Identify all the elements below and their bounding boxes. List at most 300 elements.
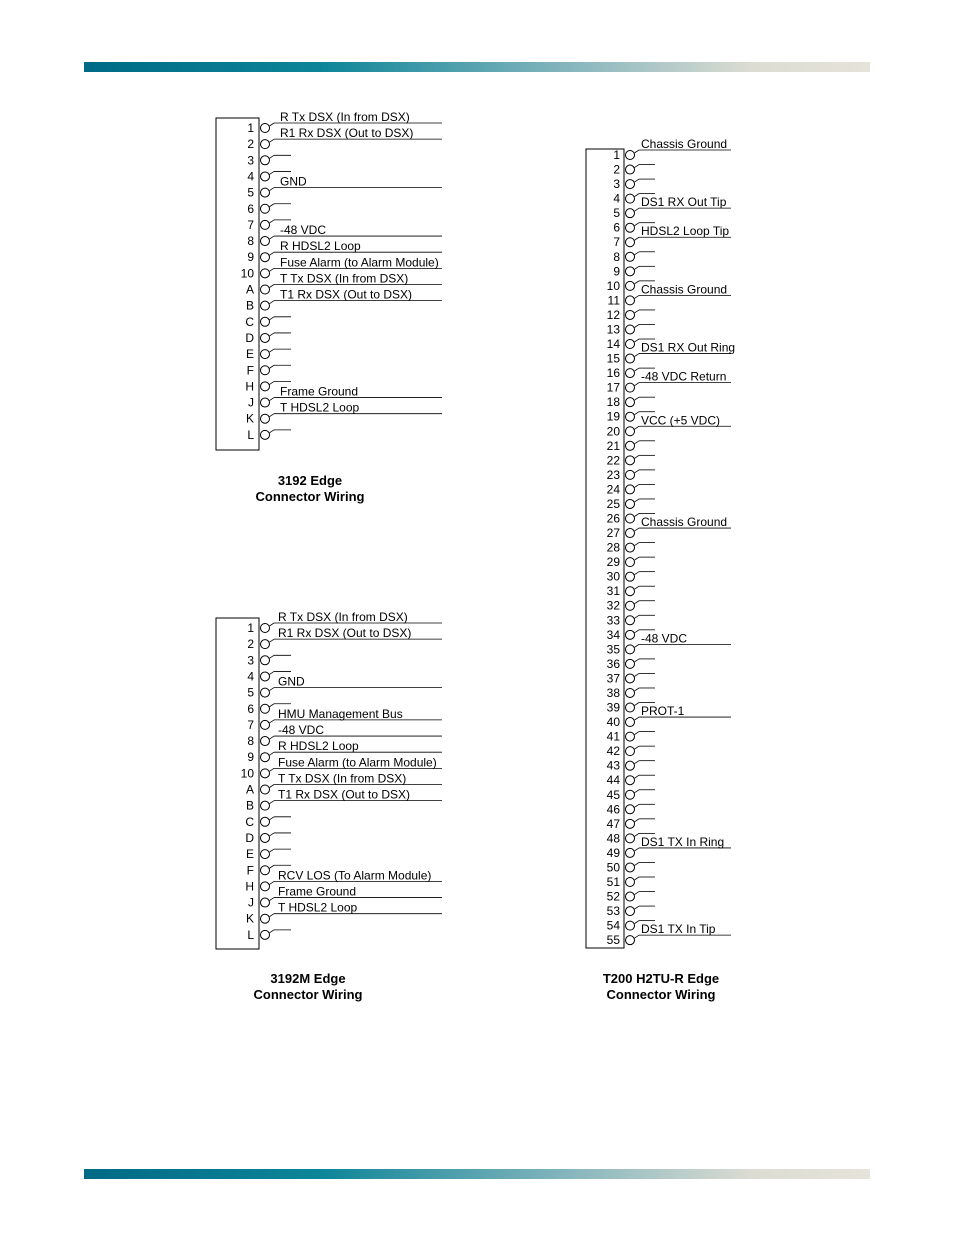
pin-contact-icon <box>261 140 270 149</box>
pin-number: 35 <box>606 642 620 657</box>
pin-number: 49 <box>606 845 620 860</box>
signal-label: RCV LOS (To Alarm Module) <box>278 868 432 883</box>
pin-contact-icon <box>626 630 635 639</box>
pin-row <box>607 875 655 889</box>
pin-lead <box>270 414 275 417</box>
pin-contact-icon <box>261 382 270 391</box>
pin-row <box>247 707 442 732</box>
pin-contact-icon <box>261 898 270 907</box>
signal-label: T1 Rx DSX (Out to DSX) <box>278 787 411 802</box>
pin-row <box>247 653 291 667</box>
pin-lead <box>635 862 640 865</box>
signal-label: R HDSL2 Loop <box>278 739 359 754</box>
pin-number: 39 <box>606 700 620 715</box>
pin-lead <box>270 252 275 255</box>
pin-contact-icon <box>261 124 270 133</box>
pin-number: J <box>248 395 254 410</box>
pin-lead <box>635 281 640 284</box>
signal-label: R HDSL2 Loop <box>280 239 361 254</box>
pin-lead <box>635 804 640 807</box>
pin-lead <box>270 236 275 239</box>
pin-lead <box>635 892 640 895</box>
pin-contact-icon <box>626 616 635 625</box>
signal-label: HMU Management Bus <box>278 706 403 721</box>
pin-number: 3 <box>247 653 254 668</box>
pin-contact-icon <box>261 785 270 794</box>
pin-lead <box>635 397 640 400</box>
pin-lead <box>635 819 640 822</box>
pin-lead <box>270 123 275 126</box>
pin-lead <box>635 833 640 836</box>
pin-contact-icon <box>261 414 270 423</box>
pin-contact-icon <box>626 310 635 319</box>
pin-contact-icon <box>261 704 270 713</box>
pin-contact-icon <box>261 753 270 762</box>
pin-contact-icon <box>626 441 635 450</box>
pin-number: 25 <box>606 496 620 511</box>
pin-contact-icon <box>626 325 635 334</box>
pin-lead <box>270 188 275 191</box>
pin-row <box>607 904 655 918</box>
pin-number: 3 <box>613 177 620 192</box>
pin-contact-icon <box>626 878 635 887</box>
connector-caption-line-1: T200 H2TU-R Edge <box>602 971 720 986</box>
pin-number: 14 <box>606 337 620 352</box>
pin-contact-icon <box>626 296 635 305</box>
pin-row <box>247 928 291 942</box>
pin-contact-icon <box>626 427 635 436</box>
pin-lead <box>635 921 640 924</box>
pin-row <box>247 153 291 167</box>
pin-number: 29 <box>606 555 620 570</box>
pin-contact-icon <box>261 220 270 229</box>
pin-contact-icon <box>626 252 635 261</box>
pin-lead <box>635 455 640 458</box>
pin-lead <box>270 930 275 933</box>
pin-contact-icon <box>261 914 270 923</box>
pin-contact-icon <box>626 645 635 654</box>
pin-contact-icon <box>626 892 635 901</box>
pin-lead <box>635 150 640 153</box>
pin-lead <box>635 935 640 938</box>
signal-label: Chassis Ground <box>641 137 728 151</box>
pin-lead <box>270 881 275 884</box>
signal-label: DS1 RX Out Ring <box>641 340 736 355</box>
signal-label: T Tx DSX (In from DSX) <box>280 271 409 286</box>
connector-caption-line-1: 3192M Edge <box>270 971 346 986</box>
pin-lead <box>270 849 275 852</box>
pin-lead <box>270 768 275 771</box>
pin-lead <box>635 368 640 371</box>
pin-lead <box>635 441 640 444</box>
pin-lead <box>270 898 275 901</box>
pin-lead <box>270 655 275 658</box>
pin-lead <box>270 365 275 368</box>
pin-contact-icon <box>626 834 635 843</box>
pin-row <box>247 363 291 377</box>
connector-caption-line-2: Connector Wiring <box>606 987 716 1002</box>
pin-number: 28 <box>606 540 620 555</box>
pin-number: 7 <box>613 235 620 250</box>
pin-contact-icon <box>261 172 270 181</box>
signal-label: Frame Ground <box>278 884 357 899</box>
pin-contact-icon <box>261 882 270 891</box>
pin-number: 42 <box>606 744 620 759</box>
pin-lead <box>635 877 640 880</box>
pin-lead <box>635 630 640 633</box>
signal-label: GND <box>278 674 305 689</box>
pin-contact-icon <box>261 866 270 875</box>
pin-number: 5 <box>247 185 254 200</box>
pin-row <box>246 347 291 361</box>
pin-lead <box>635 237 640 240</box>
pin-number: 32 <box>606 598 620 613</box>
pin-lead <box>635 484 640 487</box>
pin-lead <box>635 194 640 197</box>
pin-lead <box>635 165 640 168</box>
pin-row <box>607 482 655 496</box>
pin-contact-icon <box>626 703 635 712</box>
pin-contact-icon <box>626 819 635 828</box>
pin-row <box>607 613 655 627</box>
signal-label: T HDSL2 Loop <box>280 400 360 415</box>
pin-contact-icon <box>626 558 635 567</box>
pin-number: H <box>245 379 254 394</box>
pin-contact-icon <box>261 188 270 197</box>
pin-number: 46 <box>606 802 620 817</box>
pin-lead <box>635 543 640 546</box>
pin-row <box>245 815 291 829</box>
pin-row <box>607 890 655 904</box>
pin-number: K <box>245 911 254 926</box>
pin-lead <box>270 720 275 723</box>
pin-lead <box>635 775 640 778</box>
pin-contact-icon <box>261 656 270 665</box>
signal-label: R1 Rx DSX (Out to DSX) <box>278 626 412 641</box>
pin-contact-icon <box>261 817 270 826</box>
pin-row <box>246 847 291 861</box>
pin-number: 4 <box>247 669 254 684</box>
pin-lead <box>635 906 640 909</box>
pin-contact-icon <box>626 267 635 276</box>
pin-lead <box>635 179 640 182</box>
pin-lead <box>635 266 640 269</box>
pin-lead <box>270 688 275 691</box>
pin-number: 6 <box>247 701 254 716</box>
pin-row <box>607 570 655 584</box>
signal-label: PROT-1 <box>641 704 685 719</box>
pin-row <box>607 671 655 685</box>
pin-contact-icon <box>261 430 270 439</box>
pin-contact-icon <box>261 624 270 633</box>
pin-row <box>607 395 655 409</box>
pin-number: C <box>245 814 254 829</box>
pin-number: D <box>245 330 254 345</box>
pin-lead <box>635 208 640 211</box>
pin-row <box>246 288 442 313</box>
pin-number: A <box>245 282 254 297</box>
pin-number: 2 <box>247 137 254 152</box>
signal-label: -48 VDC Return <box>641 369 727 384</box>
pin-contact-icon <box>626 499 635 508</box>
signal-label: Frame Ground <box>280 384 359 399</box>
pin-lead <box>635 514 640 517</box>
pin-lead <box>270 268 275 271</box>
pin-row <box>607 555 655 569</box>
pin-row <box>607 686 655 700</box>
pin-row <box>607 744 655 758</box>
pin-contact-icon <box>261 366 270 375</box>
pin-lead <box>270 623 275 626</box>
pin-number: 8 <box>613 249 620 264</box>
signal-label: DS1 RX Out Tip <box>641 195 727 210</box>
pin-lead <box>270 671 275 674</box>
pin-lead <box>635 354 640 357</box>
pin-lead <box>635 557 640 560</box>
pin-number: 9 <box>247 750 254 765</box>
pin-number: F <box>246 363 254 378</box>
pin-row <box>613 264 655 278</box>
pin-number: 44 <box>606 773 620 788</box>
pin-number: F <box>246 863 254 878</box>
pin-number: 40 <box>606 715 620 730</box>
pin-lead <box>635 848 640 851</box>
c3192m-connector <box>216 610 442 1002</box>
pin-contact-icon <box>261 930 270 939</box>
pin-number: 5 <box>613 206 620 221</box>
pin-lead <box>270 301 275 304</box>
pin-row <box>607 657 655 671</box>
pin-row <box>607 468 655 482</box>
pin-lead <box>270 785 275 788</box>
pin-contact-icon <box>261 301 270 310</box>
pin-number: 4 <box>613 191 620 206</box>
pin-lead <box>635 470 640 473</box>
pin-number: 7 <box>247 717 254 732</box>
pin-row <box>613 137 731 162</box>
pin-row <box>607 759 655 773</box>
signal-label: T Tx DSX (In from DSX) <box>278 771 407 786</box>
pin-lead <box>635 252 640 255</box>
pin-contact-icon <box>261 285 270 294</box>
pin-lead <box>635 790 640 793</box>
pin-contact-icon <box>261 833 270 842</box>
pin-number: 11 <box>607 293 620 308</box>
pin-number: 36 <box>606 656 620 671</box>
pin-lead <box>270 333 275 336</box>
pin-row <box>245 831 291 845</box>
pin-contact-icon <box>261 672 270 681</box>
pin-number: E <box>245 847 254 862</box>
pin-contact-icon <box>626 587 635 596</box>
pin-number: 17 <box>606 380 620 395</box>
pin-number: A <box>245 782 254 797</box>
pin-number: 43 <box>606 758 620 773</box>
signal-label: -48 VDC <box>280 223 327 238</box>
signal-label: R Tx DSX (In from DSX) <box>278 610 408 624</box>
pin-number: L <box>247 427 254 442</box>
connector-caption-line-2: Connector Wiring <box>253 987 363 1002</box>
signal-label: Fuse Alarm (to Alarm Module) <box>278 755 437 770</box>
pin-contact-icon <box>261 237 270 246</box>
pin-lead <box>635 703 640 706</box>
signal-label: DS1 TX In Tip <box>641 922 716 937</box>
signal-label: R1 Rx DSX (Out to DSX) <box>280 126 414 141</box>
pin-contact-icon <box>261 350 270 359</box>
pin-row <box>607 730 655 744</box>
pin-contact-icon <box>626 209 635 218</box>
pin-number: 5 <box>247 685 254 700</box>
pin-number: 47 <box>606 816 620 831</box>
pin-contact-icon <box>626 354 635 363</box>
pin-number: 9 <box>247 250 254 265</box>
pin-lead <box>270 171 275 174</box>
pin-lead <box>270 752 275 755</box>
connector-caption-line-1: 3192 Edge <box>277 473 343 488</box>
pin-number: 30 <box>606 569 620 584</box>
pin-contact-icon <box>626 529 635 538</box>
pin-contact-icon <box>261 769 270 778</box>
pin-number: 21 <box>606 438 620 453</box>
pin-contact-icon <box>626 383 635 392</box>
pin-row <box>247 202 291 216</box>
pin-lead <box>635 426 640 429</box>
pin-number: 27 <box>606 526 620 541</box>
pin-contact-icon <box>261 801 270 810</box>
pin-row <box>245 331 291 345</box>
pin-lead <box>270 817 275 820</box>
pin-lead <box>635 601 640 604</box>
pin-number: 1 <box>247 121 254 135</box>
pin-lead <box>270 285 275 288</box>
pin-number: 48 <box>606 831 620 846</box>
pin-lead <box>270 204 275 207</box>
pin-contact-icon <box>626 223 635 232</box>
pin-number: 31 <box>606 584 620 599</box>
pin-contact-icon <box>261 317 270 326</box>
pin-lead <box>635 673 640 676</box>
pin-lead <box>270 736 275 739</box>
pin-number: 8 <box>247 734 254 749</box>
ct200-connector <box>586 137 735 1002</box>
pin-row <box>613 163 655 177</box>
pin-contact-icon <box>626 572 635 581</box>
pin-number: 7 <box>247 217 254 232</box>
pin-contact-icon <box>626 485 635 494</box>
pin-contact-icon <box>626 659 635 668</box>
pin-contact-icon <box>626 514 635 523</box>
pin-lead <box>635 615 640 618</box>
pin-contact-icon <box>626 412 635 421</box>
pin-row <box>607 802 655 816</box>
pin-row <box>245 315 291 329</box>
pin-contact-icon <box>626 936 635 945</box>
pin-row <box>607 817 655 831</box>
pin-contact-icon <box>626 907 635 916</box>
pin-row <box>607 541 655 555</box>
pin-contact-icon <box>626 340 635 349</box>
pin-number: 9 <box>613 264 620 279</box>
pin-row <box>246 901 442 926</box>
pin-number: 6 <box>247 201 254 216</box>
pin-lead <box>635 761 640 764</box>
pin-row <box>607 497 655 511</box>
pin-contact-icon <box>626 747 635 756</box>
pin-contact-icon <box>626 688 635 697</box>
pin-number: 54 <box>606 918 620 933</box>
pin-contact-icon <box>626 238 635 247</box>
pin-contact-icon <box>626 761 635 770</box>
pin-contact-icon <box>261 333 270 342</box>
pin-number: 41 <box>606 729 620 744</box>
pin-contact-icon <box>626 165 635 174</box>
signal-label: Chassis Ground <box>641 515 728 530</box>
pin-row <box>607 308 655 322</box>
pin-contact-icon <box>626 369 635 378</box>
pin-lead <box>635 572 640 575</box>
pin-number: 37 <box>606 671 620 686</box>
pin-number: 2 <box>613 162 620 177</box>
pin-row <box>247 126 442 151</box>
pin-row <box>246 788 442 813</box>
pin-number: 51 <box>606 875 620 889</box>
pin-number: 26 <box>606 511 620 526</box>
pin-lead <box>270 801 275 804</box>
pin-number: 23 <box>606 467 620 482</box>
pin-lead <box>270 430 275 433</box>
pin-row <box>607 860 655 874</box>
pin-lead <box>270 865 275 868</box>
c3192-connector <box>216 110 442 504</box>
pin-number: 53 <box>606 904 620 919</box>
pin-lead <box>270 639 275 642</box>
pin-lead <box>270 704 275 707</box>
pin-number: 20 <box>606 424 620 439</box>
signal-label: Fuse Alarm (to Alarm Module) <box>280 255 439 270</box>
pin-lead <box>270 220 275 223</box>
pin-contact-icon <box>626 921 635 930</box>
signal-label: Chassis Ground <box>641 282 728 297</box>
pin-number: 18 <box>606 395 620 410</box>
pin-lead <box>270 914 275 917</box>
pin-lead <box>635 644 640 647</box>
pin-number: 6 <box>613 220 620 235</box>
pin-contact-icon <box>261 850 270 859</box>
pin-number: 55 <box>606 933 620 948</box>
pin-number: 10 <box>240 766 254 781</box>
pin-lead <box>270 381 275 384</box>
pin-contact-icon <box>626 151 635 160</box>
pin-lead <box>635 688 640 691</box>
pin-contact-icon <box>261 269 270 278</box>
pin-contact-icon <box>626 470 635 479</box>
pin-number: J <box>248 895 254 910</box>
pin-contact-icon <box>626 398 635 407</box>
pin-lead <box>635 295 640 298</box>
pin-number: 12 <box>606 307 620 322</box>
pin-number: D <box>245 830 254 845</box>
pin-lead <box>635 223 640 226</box>
pin-lead <box>635 383 640 386</box>
pin-number: 50 <box>606 860 620 875</box>
pin-contact-icon <box>261 688 270 697</box>
pin-lead <box>635 659 640 662</box>
pin-contact-icon <box>626 194 635 203</box>
signal-label: DS1 TX In Ring <box>641 834 725 849</box>
pin-contact-icon <box>626 281 635 290</box>
pin-row <box>607 599 655 613</box>
pin-lead <box>635 528 640 531</box>
